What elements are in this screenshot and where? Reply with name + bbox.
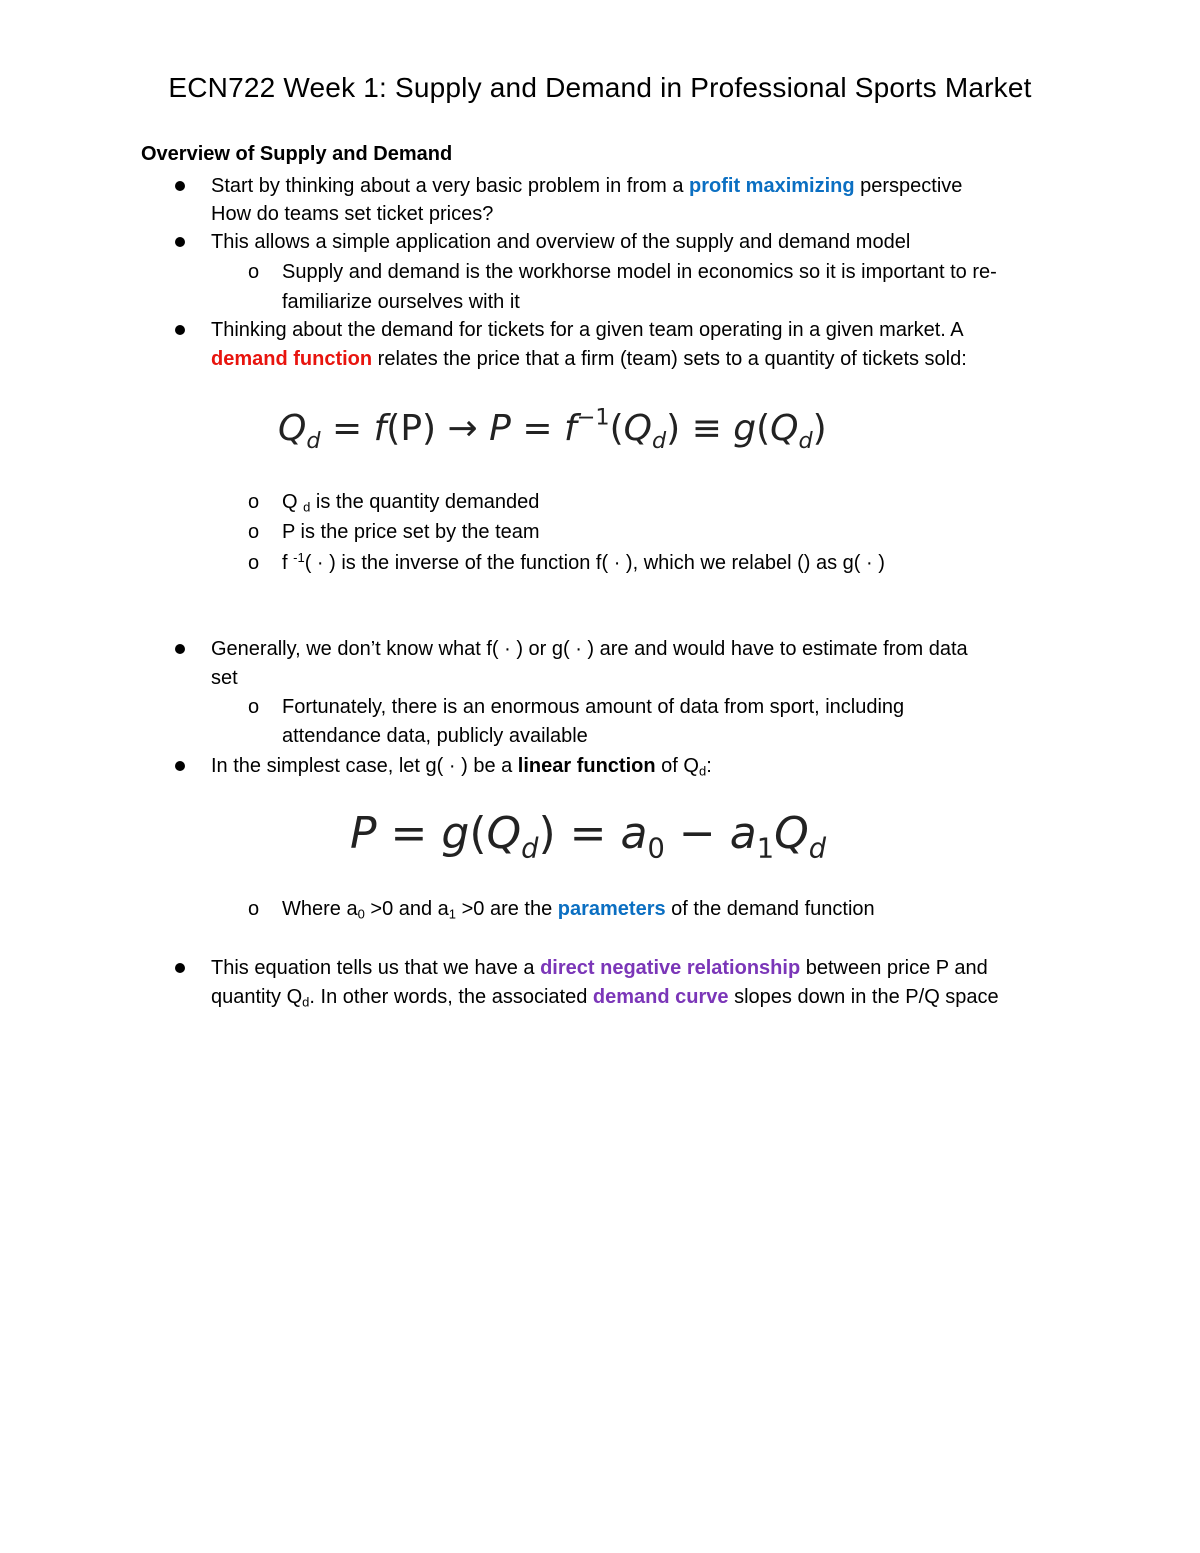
bullet-marker bbox=[175, 963, 185, 973]
math-subscript: 0 bbox=[647, 833, 665, 865]
bullet-5-line bbox=[211, 754, 712, 778]
text-segment: Start by thinking about a very basic problem in from a bbox=[211, 175, 690, 197]
section-heading: Overview of Supply and Demand bbox=[141, 143, 453, 165]
text-segment: between price P and bbox=[800, 957, 988, 979]
equation-linear-demand bbox=[350, 808, 827, 865]
math-symbol: ( bbox=[756, 408, 771, 449]
math-superscript: −1 bbox=[576, 404, 610, 431]
highlight-demand-curve: demand curve bbox=[592, 986, 729, 1008]
bullet-marker bbox=[175, 761, 185, 771]
sub-item-quantity-demanded bbox=[282, 490, 539, 514]
emphasis-linear-function: linear function bbox=[517, 755, 656, 777]
subscript: d bbox=[302, 994, 310, 1010]
math-operator: = bbox=[331, 408, 363, 449]
math-operator: = bbox=[569, 808, 607, 859]
sub-item-parameters bbox=[282, 897, 875, 921]
math-symbol: f bbox=[563, 408, 577, 449]
math-symbol: ( bbox=[469, 808, 487, 859]
sub-item-inverse-function bbox=[282, 551, 885, 575]
math-symbol: f bbox=[373, 408, 387, 449]
text-segment: perspective bbox=[854, 175, 963, 197]
math-symbol: ) bbox=[812, 408, 827, 449]
math-symbol: Q bbox=[486, 808, 522, 859]
bullet-3-line-1: Thinking about the demand for tickets for a given team operating in a given market. A bbox=[211, 319, 964, 341]
bullet-marker bbox=[175, 644, 185, 654]
math-subscript: d bbox=[808, 833, 827, 865]
math-symbol: Q bbox=[770, 408, 799, 449]
highlight-profit-maximizing: profit maximizing bbox=[689, 175, 855, 197]
text-segment: of Q bbox=[655, 755, 699, 777]
bullet-6-line-1 bbox=[211, 956, 988, 980]
subscript: d bbox=[303, 499, 311, 515]
text-segment: ( · ) is the inverse of the function f( · ), which we relabel () as g( · ) bbox=[304, 552, 885, 574]
bullet-4-sub-line-1: Fortunately, there is an enormous amount of data from sport, including bbox=[282, 696, 905, 718]
bullet-marker bbox=[175, 325, 185, 335]
math-subscript: d bbox=[306, 427, 321, 454]
text-segment: >0 and a bbox=[364, 898, 449, 920]
text-segment: >0 are the bbox=[456, 898, 558, 920]
bullet-marker bbox=[175, 181, 185, 191]
math-operator: = bbox=[390, 808, 428, 859]
text-segment: : bbox=[706, 755, 712, 777]
math-operator: → bbox=[447, 408, 478, 449]
math-symbol: g bbox=[733, 408, 757, 449]
subscript: 1 bbox=[448, 906, 457, 922]
equation-demand-function bbox=[278, 404, 827, 454]
bullet-4-sub-line-2: attendance data, publicly available bbox=[282, 725, 588, 747]
bullet-6-line-2 bbox=[211, 985, 999, 1009]
math-symbol: a bbox=[620, 808, 648, 859]
sub-bullet-marker: o bbox=[248, 898, 260, 920]
subscript: d bbox=[698, 763, 707, 779]
sub-bullet-marker: o bbox=[248, 261, 260, 283]
text-segment: of the demand function bbox=[665, 898, 875, 920]
text-segment: f bbox=[282, 552, 288, 574]
sub-bullet-marker: o bbox=[248, 696, 260, 718]
bullet-2-sub-line-2: familiarize ourselves with it bbox=[282, 291, 520, 313]
bullet-1-line-1 bbox=[211, 174, 962, 198]
text-segment: relates the price that a firm (team) sets to a quantity of tickets sold: bbox=[372, 348, 967, 370]
math-symbol: ) bbox=[666, 408, 681, 449]
math-symbol: P bbox=[489, 408, 511, 449]
text-segment: slopes down in the P/Q space bbox=[728, 986, 999, 1008]
text-segment: is the quantity demanded bbox=[310, 491, 540, 513]
math-subscript: d bbox=[651, 427, 667, 454]
bullet-4-line-1: Generally, we don’t know what f( · ) or g( · ) are and would have to estimate from data bbox=[211, 638, 968, 660]
math-subscript: d bbox=[521, 833, 539, 865]
highlight-demand-function: demand function bbox=[211, 348, 373, 370]
sub-bullet-marker: o bbox=[248, 552, 260, 574]
math-symbol: Q bbox=[623, 408, 652, 449]
text-segment: Q bbox=[282, 491, 298, 513]
math-symbol: (P) bbox=[386, 408, 437, 449]
highlight-direct-negative-relationship: direct negative relationship bbox=[540, 957, 801, 979]
subscript: 0 bbox=[357, 906, 365, 922]
math-symbol: Q bbox=[278, 408, 307, 449]
superscript: -1 bbox=[293, 549, 305, 565]
math-symbol: a bbox=[729, 808, 757, 859]
bullet-2-line: This allows a simple application and overview of the supply and demand model bbox=[211, 231, 911, 253]
text-segment: In the simplest case, let g( · ) be a bbox=[211, 755, 518, 777]
text-segment: Where a bbox=[282, 898, 358, 920]
math-operator: ≡ bbox=[691, 408, 722, 449]
sub-bullet-marker: o bbox=[248, 521, 260, 543]
math-symbol: ) bbox=[538, 808, 556, 859]
math-subscript: 1 bbox=[756, 833, 775, 865]
math-symbol: ( bbox=[609, 408, 624, 449]
text-segment: quantity Q bbox=[211, 986, 303, 1008]
math-subscript: d bbox=[798, 427, 813, 454]
bullet-4-line-2: set bbox=[211, 667, 238, 689]
highlight-parameters: parameters bbox=[557, 898, 666, 920]
bullet-3-line-2 bbox=[211, 347, 967, 371]
sub-bullet-marker: o bbox=[248, 491, 260, 513]
text-segment: . In other words, the associated bbox=[309, 986, 593, 1008]
math-symbol: Q bbox=[774, 808, 809, 859]
bullet-2-sub-line-1: Supply and demand is the workhorse model in economics so it is important to re- bbox=[282, 261, 997, 283]
math-operator: = bbox=[522, 408, 553, 449]
text-segment: This equation tells us that we have a bbox=[211, 957, 541, 979]
sub-item-price: P is the price set by the team bbox=[282, 521, 540, 543]
bullet-marker bbox=[175, 237, 185, 247]
math-symbol: P bbox=[350, 808, 377, 859]
bullet-1-line-2: How do teams set ticket prices? bbox=[211, 203, 494, 225]
document-title: ECN722 Week 1: Supply and Demand in Professional Sports Market bbox=[168, 72, 1032, 103]
math-operator: − bbox=[678, 808, 716, 859]
math-symbol: g bbox=[441, 808, 470, 859]
